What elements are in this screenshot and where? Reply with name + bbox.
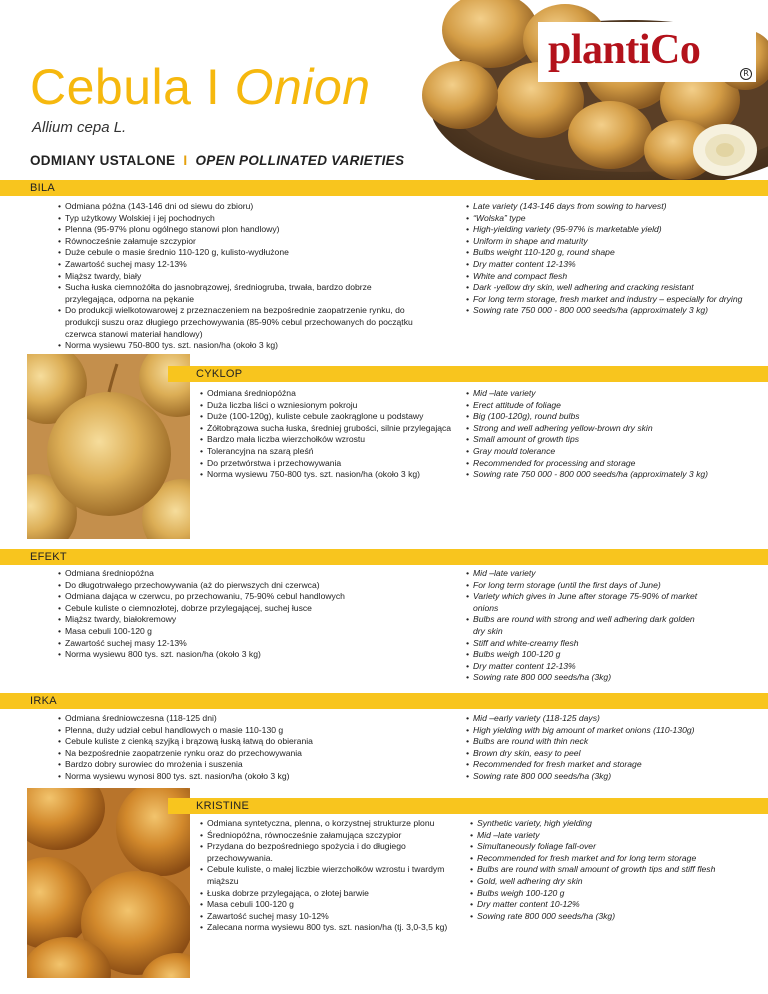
kristine-onion-photo [27,788,190,978]
list-item: • Small amount of growth tips [466,434,758,446]
latin-name: Allium cepa L. [32,119,127,136]
list-item: • Bulbs weight 110-120 g, round shape [466,247,758,259]
list-item: • Do produkcji wielkotowarowej z przeznaczeniem na bezpośrednie zaopatrzenie rynku, do produkcji suszu oraz długiego przechowywania (85-90% cebul przechowanych do początku czerwca stanowi materiał handlowy) [58,305,418,340]
list-item: • Norma wysiewu 750-800 tys. szt. nasion/ha (około 3 kg) [200,469,458,481]
list-item: • Masa cebuli 100-120 g [58,626,438,638]
list-item: • Zalecana norma wysiewu 800 tys. szt. nasion/ha (tj. 3,0-3,5 kg) [200,922,464,934]
list-item: • Przydana do bezpośredniego spożycia i do długiego przechowywania. [200,841,464,864]
list-item: • Synthetic variety, high yielding [470,818,762,830]
list-item: • Miąższ twardy, białokremowy [58,614,438,626]
list-item: • Bardzo dobry surowiec do mrożenia i suszenia [58,759,438,771]
list-item: • Bulbs are round with small amount of growth tips and stiff flesh [470,864,762,876]
list-item: • Variety which gives in June after storage 75-90% of market onions [466,591,698,614]
list-item: • Mid –early variety (118-125 days) [466,713,758,725]
list-item: • Do przetwórstwa i przechowywania [200,458,458,470]
subtitle-pl: ODMIANY USTALONE [30,153,176,168]
section-title: EFEKT [30,551,67,563]
varieties-subtitle [30,153,404,168]
list-item: • Sowing rate 800 000 seeds/ha (3kg) [466,672,698,684]
list-item: • Typ użytkowy Wolskiej i jej pochodnych [58,213,418,225]
list-item: • Recommended for fresh market and storage [466,759,758,771]
title-pl: Cebula I [30,59,221,115]
list-item: • Dry matter content 12-13% [466,661,698,673]
bila-list-en [466,201,758,317]
list-item: • Bulbs are round with strong and well adhering dark golden dry skin [466,614,698,637]
section-bar-bila [0,180,768,196]
list-item: • High yielding with big amount of market onions (110-130g) [466,725,758,737]
logo-text: plantiCo [548,27,701,73]
list-item: • Sucha łuska ciemnożółta do jasnobrązowej, średniogruba, trwała, bardzo dobrze przylegająca, odporna na pękanie [58,282,418,305]
list-item: • Plenna (95-97% plonu ogólnego stanowi plon handlowy) [58,224,418,236]
list-item: • High-yielding variety (95-97% is marketable yield) [466,224,758,236]
list-item: • Odmiana średniopóźna [200,388,458,400]
section-title: CYKLOP [196,368,243,380]
subtitle-en: OPEN POLLINATED VARIETIES [195,153,405,168]
list-item: • Tolerancyjna na szarą pleśń [200,446,458,458]
bila-list-pl [58,201,418,352]
list-item: • “Wolska” type [466,213,758,225]
list-item: • Cebule kuliste o ciemnozłotej, dobrze przylegającej, suchej łusce [58,603,438,615]
efekt-list-en [466,568,698,684]
list-item: • Cebule kuliste, o małej liczbie wierzchołków wzrostu i twardym miąższu [200,864,464,887]
list-item: • Strong and well adhering yellow-brown dry skin [466,423,758,435]
list-item: • Norma wysiewu 750-800 tys. szt. nasion/ha (około 3 kg) [58,340,418,352]
registered-mark: R [740,68,752,80]
list-item: • Big (100-120g), round bulbs [466,411,758,423]
list-item: • Duża liczba liści o wzniesionym pokroju [200,400,458,412]
list-item: • For long term storage, fresh market and industry – especially for drying [466,294,758,306]
list-item: • Zawartość suchej masy 12-13% [58,638,438,650]
list-item: • Miąższ twardy, biały [58,271,418,283]
list-item: • For long term storage (until the first days of June) [466,580,698,592]
list-item: • Norma wysiewu 800 tys. szt. nasion/ha (około 3 kg) [58,649,438,661]
section-title: IRKA [30,695,57,707]
irka-list-pl [58,713,438,783]
list-item: • Erect attitude of foliage [466,400,758,412]
efekt-list-pl [58,568,438,661]
list-item: • Mid –late variety [466,568,698,580]
list-item: • Zawartość suchej masy 12-13% [58,259,418,271]
list-item: • Bulbs are round with thin neck [466,736,758,748]
list-item: • Na bezpośrednie zaopatrzenie rynku oraz do przechowywania [58,748,438,760]
list-item: • White and compact flesh [466,271,758,283]
list-item: • Duże cebule o masie średnio 110-120 g, kulisto-wydłużone [58,247,418,259]
list-item: • Równocześnie załamuje szczypior [58,236,418,248]
list-item: • Gray mould tolerance [466,446,758,458]
list-item: • Recommended for processing and storage [466,458,758,470]
list-item: • Dry matter content 12-13% [466,259,758,271]
list-item: • Odmiana syntetyczna, plenna, o korzystnej strukturze plonu [200,818,464,830]
list-item: • Odmiana średniowczesna (118-125 dni) [58,713,438,725]
plantico-logo [538,22,756,82]
list-item: • Dark -yellow dry skin, well adhering and cracking resistant [466,282,758,294]
list-item: • Sowing rate 750 000 - 800 000 seeds/ha (approximately 3 kg) [466,305,758,317]
list-item: • Mid –late variety [470,830,762,842]
subtitle-separator: I [183,153,188,168]
kristine-list-pl [200,818,464,934]
list-item: • Recommended for fresh market and for long term storage [470,853,762,865]
cyklop-onion-photo [27,354,190,539]
list-item: • Mid –late variety [466,388,758,400]
page-title [30,58,371,116]
list-item: • Bulbs weigh 100-120 g [470,888,762,900]
list-item: • Do długotrwałego przechowywania (aż do pierwszych dni czerwca) [58,580,438,592]
title-en: Onion [234,59,371,115]
list-item: • Dry matter content 10-12% [470,899,762,911]
list-item: • Sowing rate 800 000 seeds/ha (3kg) [470,911,762,923]
list-item: • Plenna, duży udział cebul handlowych o masie 110-130 g [58,725,438,737]
list-item: • Bulbs weigh 100-120 g [466,649,698,661]
list-item: • Late variety (143-146 days from sowing to harvest) [466,201,758,213]
list-item: • Norma wysiewu wynosi 800 tys. szt. nasion/ha (około 3 kg) [58,771,438,783]
list-item: • Odmiana późna (143-146 dni od siewu do zbioru) [58,201,418,213]
list-item: • Cebule kuliste z cienką szyjką i brązową łuską łatwą do obierania [58,736,438,748]
section-bar-efekt [0,549,768,565]
list-item: • Odmiana średniopóźna [58,568,438,580]
list-item: • Odmiana dająca w czerwcu, po przechowaniu, 75-90% cebul handlowych [58,591,438,603]
kristine-list-en [470,818,762,922]
list-item: • Gold, well adhering dry skin [470,876,762,888]
list-item: • Brown dry skin, easy to peel [466,748,758,760]
list-item: • Uniform in shape and maturity [466,236,758,248]
list-item: • Zawartość suchej masy 10-12% [200,911,464,923]
list-item: • Duże (100-120g), kuliste cebule zaokrąglone u podstawy [200,411,458,423]
section-title: KRISTINE [196,800,250,812]
cyklop-list-pl [200,388,458,481]
section-title: BILA [30,182,56,194]
list-item: • Średniopóźna, równocześnie załamująca szczypior [200,830,464,842]
cyklop-list-en [466,388,758,481]
list-item: • Simultaneously foliage fall-over [470,841,762,853]
irka-list-en [466,713,758,783]
list-item: • Sowing rate 800 000 seeds/ha (3kg) [466,771,758,783]
section-bar-kristine [168,798,768,814]
list-item: • Sowing rate 750 000 - 800 000 seeds/ha (approximately 3 kg) [466,469,758,481]
list-item: • Masa cebuli 100-120 g [200,899,464,911]
section-bar-irka [0,693,768,709]
list-item: • Żółtobrązowa sucha łuska, średniej grubości, silnie przylegająca [200,423,458,435]
page-header [0,0,768,185]
section-bar-cyklop [168,366,768,382]
list-item: • Łuska dobrze przylegająca, o złotej barwie [200,888,464,900]
list-item: • Bardzo mała liczba wierzchołków wzrostu [200,434,458,446]
list-item: • Stiff and white-creamy flesh [466,638,698,650]
